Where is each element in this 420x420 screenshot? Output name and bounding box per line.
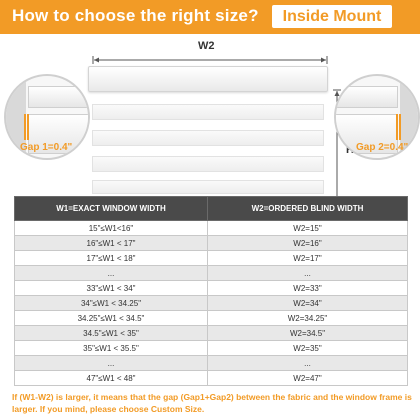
page-title: How to choose the right size? [12, 6, 259, 25]
table-row [15, 311, 408, 326]
window-width-cell: 33"≤W1 < 34" [15, 281, 208, 296]
window-width-cell: 15"≤W1<16" [15, 221, 208, 236]
window-width-cell: ... [15, 356, 208, 371]
blind-width-cell: W2=34.25" [208, 311, 408, 326]
table-row [15, 356, 408, 371]
blind-headrail [88, 66, 328, 92]
window-width-cell: 34.5"≤W1 < 35" [15, 326, 208, 341]
size-table [14, 196, 408, 386]
width-arrow-icon [92, 56, 328, 64]
table-row [15, 266, 408, 281]
mount-type-badge: Inside Mount [272, 5, 392, 28]
blind-width-cell: W2=47" [208, 371, 408, 386]
blind-width-cell: W2=35" [208, 341, 408, 356]
header-bar [0, 0, 420, 34]
window-width-cell: 35"≤W1 < 35.5" [15, 341, 208, 356]
blind-width-cell: W2=34" [208, 296, 408, 311]
blind-width-cell: W2=34.5" [208, 326, 408, 341]
table-row [15, 236, 408, 251]
blind-fabric-strip [92, 130, 324, 146]
table-row [15, 326, 408, 341]
table-row [15, 251, 408, 266]
gap-right-label: Gap 2=0.4" [356, 142, 409, 153]
gap-left-label: Gap 1=0.4" [20, 142, 73, 153]
width-label: W2 [198, 40, 215, 52]
window-width-cell: 34"≤W1 < 34.25" [15, 296, 208, 311]
table-header-window-width: W1=EXACT WINDOW WIDTH [15, 197, 208, 221]
table-header-row [15, 197, 408, 221]
blind-width-cell: W2=16" [208, 236, 408, 251]
window-width-cell: 16"≤W1 < 17" [15, 236, 208, 251]
blind-width-cell: W2=17" [208, 251, 408, 266]
blind-width-cell: W2=15" [208, 221, 408, 236]
table-row [15, 281, 408, 296]
blind-fabric-strip [92, 180, 324, 194]
blind-width-cell: ... [208, 266, 408, 281]
window-width-cell: ... [15, 266, 208, 281]
table-row [15, 221, 408, 236]
table-row [15, 371, 408, 386]
table-row [15, 296, 408, 311]
blind-fabric-strip [92, 156, 324, 172]
window-width-cell: 34.25"≤W1 < 34.5" [15, 311, 208, 326]
table-row [15, 341, 408, 356]
blind-illustration [0, 34, 420, 194]
window-width-cell: 47"≤W1 < 48" [15, 371, 208, 386]
blind-width-cell: ... [208, 356, 408, 371]
table-header-blind-width: W2=ORDERED BLIND WIDTH [208, 197, 408, 221]
blind-width-cell: W2=33" [208, 281, 408, 296]
footnote-text: If (W1-W2) is larger, it means that the gap (Gap1+Gap2) between the fabric and the window frame is larger. If you mind, please choose Custom Size. [12, 392, 412, 414]
window-width-cell: 17"≤W1 < 18" [15, 251, 208, 266]
blind-fabric-strip [92, 104, 324, 120]
